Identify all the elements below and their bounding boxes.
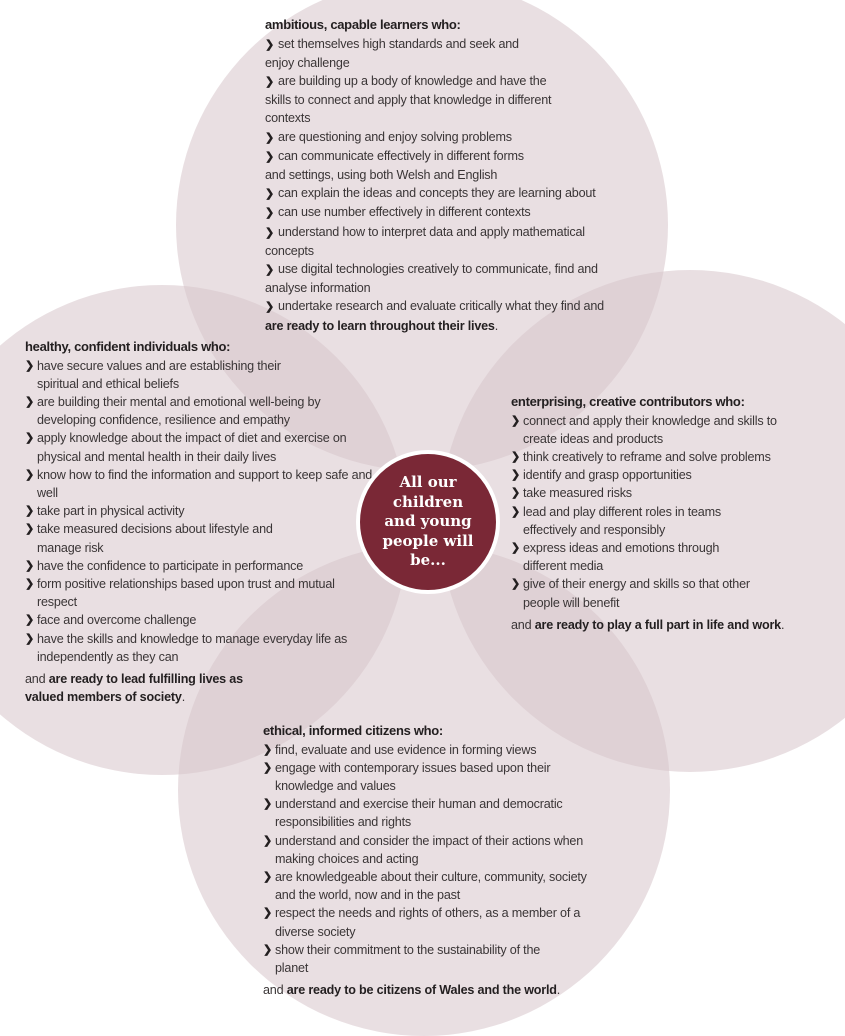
center-badge [356,450,500,594]
chevron-right-icon: ❯ [25,523,35,536]
chevron-right-icon: ❯ [25,505,35,518]
list-item: ❯ have the confidence to participate in performance [25,557,385,575]
list-item: ❯ set themselves high standards and seek and enjoy challenge [265,36,519,70]
chevron-right-icon: ❯ [25,395,35,408]
list-item: ❯ use digital technologies creatively to communicate, find and analyse information [265,261,598,296]
list-item: ❯ know how to find the information and support to keep safe and well [25,467,373,500]
list-item: ❯ think creatively to reframe and solve problems [511,448,821,466]
list-item: ❯ are questioning and enjoy solving problems [265,129,512,144]
closing-statement: and are ready to be citizens of Wales and the world. [263,983,561,998]
section-heading: ambitious, capable learners who: [265,17,461,32]
list-item: ❯ understand how to interpret data and apply mathematical concepts [265,224,585,258]
chevron-right-icon: ❯ [25,577,35,590]
list-item: ❯ have the skills and knowledge to manage everyday life as independently as they can [25,631,348,664]
chevron-right-icon: ❯ [511,469,521,482]
chevron-right-icon: ❯ [265,131,275,144]
list-item: ❯ take measured risks [511,484,821,502]
chevron-right-icon: ❯ [511,414,521,427]
list-item: ❯ give of their energy and skills so that other people will benefit [511,577,750,610]
section-heading: healthy, confident individuals who: [25,339,231,354]
chevron-right-icon: ❯ [265,188,275,201]
chevron-right-icon: ❯ [263,834,273,847]
healthy-individuals-section [25,338,385,706]
chevron-right-icon: ❯ [263,870,273,883]
bullet-list [511,412,821,612]
list-item: ❯ show their commitment to the sustainability of the planet [263,942,541,975]
list-item: ❯ face and overcome challenge [25,611,385,629]
chevron-right-icon: ❯ [265,207,275,220]
chevron-right-icon: ❯ [263,907,273,920]
list-item: ❯ engage with contemporary issues based upon their knowledge and values [263,760,551,793]
chevron-right-icon: ❯ [263,943,273,956]
chevron-right-icon: ❯ [263,798,273,811]
list-item: ❯ are building up a body of knowledge and have the skills to connect and apply that knowledge in different contexts [265,73,552,126]
bullet-list [263,741,608,978]
list-item: ❯ understand and exercise their human and democratic responsibilities and rights [263,797,563,830]
chevron-right-icon: ❯ [265,75,275,88]
chevron-right-icon: ❯ [263,743,273,756]
list-item: ❯ have secure values and are establishing their spiritual and ethical beliefs [25,358,281,391]
closing-statement: are ready to learn throughout their lives. [265,318,499,333]
list-item: ❯ undertake research and evaluate critically what they find and [265,299,604,314]
chevron-right-icon: ❯ [265,150,275,163]
list-item: ❯ take measured decisions about lifestyle and manage risk [25,522,273,555]
list-item: ❯ apply knowledge about the impact of diet and exercise on physical and mental health in their daily lives [25,431,347,464]
list-item: ❯ understand and consider the impact of their actions when making choices and acting [263,833,584,866]
list-item: ❯ are knowledgeable about their culture, community, society and the world, now and in the past [263,869,587,903]
chevron-right-icon: ❯ [263,761,273,774]
chevron-right-icon: ❯ [511,450,521,463]
list-item: ❯ are building their mental and emotional well-being by developing confidence, resilience and empathy [25,394,321,428]
list-item: ❯ can communicate effectively in different forms and settings, using both Welsh and English [265,148,524,182]
list-item: ❯ respect the needs and rights of others, as a member of a diverse society [263,906,581,939]
chevron-right-icon: ❯ [511,578,521,591]
enterprising-contributors-section [511,393,821,634]
chevron-right-icon: ❯ [265,301,275,314]
chevron-right-icon: ❯ [265,226,275,239]
list-item: ❯ form positive relationships based upon trust and mutual respect [25,576,335,610]
list-item: ❯ connect and apply their knowledge and skills to create ideas and products [511,413,777,446]
chevron-right-icon: ❯ [511,487,521,500]
chevron-right-icon: ❯ [511,505,521,518]
bullet-list [25,357,385,666]
chevron-right-icon: ❯ [25,432,35,445]
list-item: ❯ take part in physical activity [25,502,385,520]
list-item: ❯ find, evaluate and use evidence in forming views [263,741,608,759]
closing-statement: and are ready to lead fulfilling lives as valued members of society. [25,671,243,705]
ethical-citizens-section [263,722,608,999]
chevron-right-icon: ❯ [25,614,35,627]
ambitious-learners-section [265,16,645,335]
list-item: ❯ can use number effectively in different contexts [265,205,531,220]
chevron-right-icon: ❯ [25,468,35,481]
chevron-right-icon: ❯ [265,263,275,276]
bullet-list [265,35,645,317]
chevron-right-icon: ❯ [511,541,521,554]
list-item: ❯ lead and play different roles in teams effectively and responsibly [511,504,721,537]
list-item: ❯ identify and grasp opportunities [511,466,821,484]
chevron-right-icon: ❯ [25,559,35,572]
closing-statement: and are ready to play a full part in life and work. [511,617,785,632]
chevron-right-icon: ❯ [265,38,275,51]
section-heading: enterprising, creative contributors who: [511,394,745,409]
chevron-right-icon: ❯ [25,632,35,645]
list-item: ❯ can explain the ideas and concepts they are learning about [265,186,596,201]
section-heading: ethical, informed citizens who: [263,723,443,738]
list-item: ❯ express ideas and emotions through different media [511,540,720,574]
chevron-right-icon: ❯ [25,359,35,372]
center-badge-text: All our children and young people will be... [382,473,474,570]
